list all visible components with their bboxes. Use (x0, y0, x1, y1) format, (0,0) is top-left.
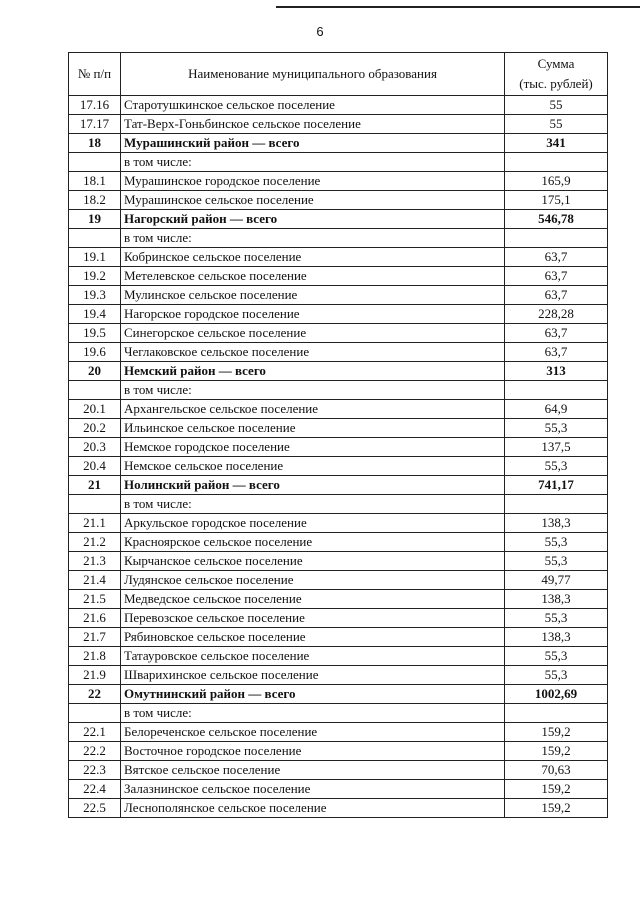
row-name: Вятское сельское поселение (121, 761, 505, 780)
row-name: Нагорское городское поселение (121, 305, 505, 324)
row-sum: 175,1 (505, 191, 608, 210)
table-row (69, 248, 608, 267)
row-sum: 159,2 (505, 742, 608, 761)
row-name: Аркульское городское поселение (121, 514, 505, 533)
row-sum: 138,3 (505, 628, 608, 647)
row-number: 21.6 (69, 609, 121, 628)
row-sum: 55,3 (505, 609, 608, 628)
row-sum: 159,2 (505, 799, 608, 818)
row-name: Омутнинский район — всего (121, 685, 505, 704)
row-name: Синегорское сельское поселение (121, 324, 505, 343)
row-sum: 70,63 (505, 761, 608, 780)
row-number (69, 229, 121, 248)
row-name: Ильинское сельское поселение (121, 419, 505, 438)
table-row (69, 343, 608, 362)
row-number (69, 704, 121, 723)
row-name: Немский район — всего (121, 362, 505, 381)
row-name: в том числе: (121, 704, 505, 723)
row-number: 17.16 (69, 96, 121, 115)
row-sum (505, 495, 608, 514)
table-row (69, 476, 608, 495)
table-row (69, 742, 608, 761)
row-name: Красноярское сельское поселение (121, 533, 505, 552)
table-row (69, 685, 608, 704)
row-sum: 159,2 (505, 780, 608, 799)
table-row (69, 115, 608, 134)
row-sum: 341 (505, 134, 608, 153)
row-number: 17.17 (69, 115, 121, 134)
table-header-row (69, 53, 608, 96)
table-row (69, 210, 608, 229)
row-name: в том числе: (121, 495, 505, 514)
row-name: Тат-Верх-Гоньбинское сельское поселение (121, 115, 505, 134)
table-row (69, 400, 608, 419)
table-row (69, 780, 608, 799)
header-name: Наименование муниципального образования (121, 53, 505, 96)
row-sum: 55,3 (505, 552, 608, 571)
row-sum: 165,9 (505, 172, 608, 191)
row-number (69, 153, 121, 172)
row-number: 19.5 (69, 324, 121, 343)
row-name: Мурашинское городское поселение (121, 172, 505, 191)
table-row (69, 723, 608, 742)
row-number: 19.4 (69, 305, 121, 324)
row-sum (505, 229, 608, 248)
row-sum: 137,5 (505, 438, 608, 457)
row-sum: 1002,69 (505, 685, 608, 704)
row-number: 22.2 (69, 742, 121, 761)
page-number: 6 (316, 24, 324, 39)
row-number: 20.1 (69, 400, 121, 419)
row-number: 22.1 (69, 723, 121, 742)
row-sum: 138,3 (505, 590, 608, 609)
row-name: Восточное городское поселение (121, 742, 505, 761)
row-sum: 55,3 (505, 457, 608, 476)
header-number: № п/п (69, 53, 121, 96)
row-sum: 63,7 (505, 248, 608, 267)
row-sum: 63,7 (505, 286, 608, 305)
table-body (69, 96, 608, 818)
row-number: 19.1 (69, 248, 121, 267)
table-row (69, 799, 608, 818)
table-row (69, 457, 608, 476)
row-number: 20.3 (69, 438, 121, 457)
row-number: 22.5 (69, 799, 121, 818)
row-sum: 159,2 (505, 723, 608, 742)
table-row (69, 761, 608, 780)
row-name: Мулинское сельское поселение (121, 286, 505, 305)
row-number: 18 (69, 134, 121, 153)
row-number: 21 (69, 476, 121, 495)
row-name: Белореченское сельское поселение (121, 723, 505, 742)
row-sum: 55 (505, 115, 608, 134)
row-sum: 138,3 (505, 514, 608, 533)
row-number: 19.3 (69, 286, 121, 305)
table-row (69, 362, 608, 381)
row-name: Леснополянское сельское поселение (121, 799, 505, 818)
row-name: в том числе: (121, 381, 505, 400)
row-number: 22.4 (69, 780, 121, 799)
table-row (69, 552, 608, 571)
row-sum: 741,17 (505, 476, 608, 495)
row-sum: 55,3 (505, 419, 608, 438)
row-number: 21.1 (69, 514, 121, 533)
table-row (69, 704, 608, 723)
row-name: Медведское сельское поселение (121, 590, 505, 609)
table-row (69, 305, 608, 324)
table-row (69, 647, 608, 666)
table-row (69, 96, 608, 115)
header-sum (505, 53, 608, 96)
row-name: Лудянское сельское поселение (121, 571, 505, 590)
table-row (69, 134, 608, 153)
row-name: Мурашинский район — всего (121, 134, 505, 153)
row-name: Старотушкинское сельское поселение (121, 96, 505, 115)
row-name: Чеглаковское сельское поселение (121, 343, 505, 362)
row-sum: 313 (505, 362, 608, 381)
row-name: Мурашинское сельское поселение (121, 191, 505, 210)
row-number: 22 (69, 685, 121, 704)
row-sum (505, 381, 608, 400)
row-name: в том числе: (121, 153, 505, 172)
row-number: 21.3 (69, 552, 121, 571)
table-row (69, 533, 608, 552)
table-row (69, 229, 608, 248)
table-row (69, 419, 608, 438)
row-number (69, 381, 121, 400)
budget-table (68, 52, 608, 818)
row-sum: 55,3 (505, 647, 608, 666)
table-row (69, 628, 608, 647)
table-row (69, 324, 608, 343)
row-number: 20.4 (69, 457, 121, 476)
row-sum: 63,7 (505, 324, 608, 343)
table-row (69, 666, 608, 685)
row-name: Метелевское сельское поселение (121, 267, 505, 286)
table-row (69, 191, 608, 210)
table-row (69, 609, 608, 628)
table-row (69, 153, 608, 172)
row-sum: 63,7 (505, 343, 608, 362)
row-name: Залазнинское сельское поселение (121, 780, 505, 799)
row-sum: 55,3 (505, 533, 608, 552)
row-number: 21.4 (69, 571, 121, 590)
row-name: в том числе: (121, 229, 505, 248)
row-name: Кырчанское сельское поселение (121, 552, 505, 571)
table-row (69, 514, 608, 533)
row-sum: 64,9 (505, 400, 608, 419)
row-number: 18.1 (69, 172, 121, 191)
row-name: Перевозское сельское поселение (121, 609, 505, 628)
row-number: 19 (69, 210, 121, 229)
row-sum: 546,78 (505, 210, 608, 229)
table-row (69, 571, 608, 590)
row-number: 21.8 (69, 647, 121, 666)
row-sum: 55,3 (505, 666, 608, 685)
row-number: 20 (69, 362, 121, 381)
table-row (69, 381, 608, 400)
table-row (69, 438, 608, 457)
row-name: Рябиновское сельское поселение (121, 628, 505, 647)
row-number: 18.2 (69, 191, 121, 210)
row-number: 21.2 (69, 533, 121, 552)
table-row (69, 286, 608, 305)
row-sum: 49,77 (505, 571, 608, 590)
row-number: 19.2 (69, 267, 121, 286)
row-name: Шварихинское сельское поселение (121, 666, 505, 685)
row-number: 21.9 (69, 666, 121, 685)
row-sum: 55 (505, 96, 608, 115)
table-row (69, 495, 608, 514)
row-name: Кобринское сельское поселение (121, 248, 505, 267)
row-sum (505, 153, 608, 172)
row-sum: 228,28 (505, 305, 608, 324)
table-row (69, 590, 608, 609)
row-number: 20.2 (69, 419, 121, 438)
top-rule (276, 6, 640, 8)
row-number: 19.6 (69, 343, 121, 362)
row-name: Архангельское сельское поселение (121, 400, 505, 419)
row-number: 21.7 (69, 628, 121, 647)
row-sum: 63,7 (505, 267, 608, 286)
row-sum (505, 704, 608, 723)
row-name: Нагорский район — всего (121, 210, 505, 229)
row-number: 21.5 (69, 590, 121, 609)
table-row (69, 267, 608, 286)
row-name: Немское сельское поселение (121, 457, 505, 476)
header-sum-line2: (тыс. рублей) (519, 76, 593, 91)
row-name: Нолинский район — всего (121, 476, 505, 495)
row-name: Татауровское сельское поселение (121, 647, 505, 666)
header-sum-line1: Сумма (537, 56, 575, 71)
row-number (69, 495, 121, 514)
row-number: 22.3 (69, 761, 121, 780)
row-name: Немское городское поселение (121, 438, 505, 457)
table-row (69, 172, 608, 191)
